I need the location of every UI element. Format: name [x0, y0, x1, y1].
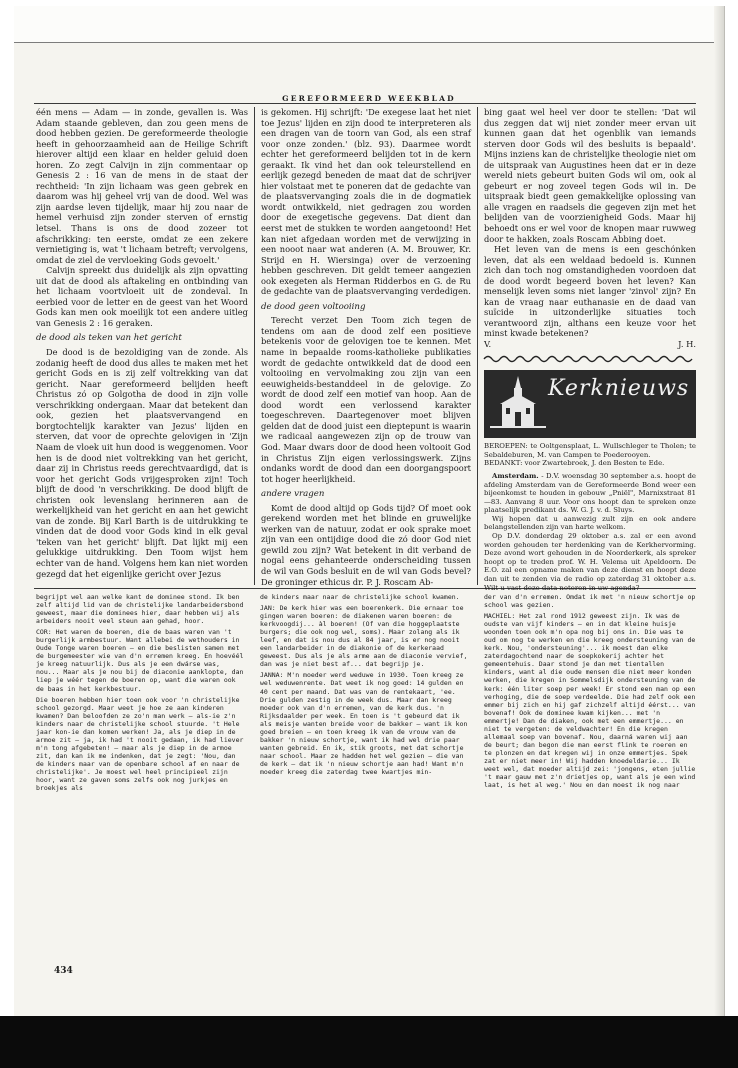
scan-border — [0, 1016, 738, 1068]
wavy-divider — [484, 354, 696, 363]
news-item: BEROEPEN: te Ooltgensplaat, L. Wullschleger te Tholen; te Sebaldeburen, M. van Campen te Poederooyen. — [484, 442, 696, 459]
section-heading: andere vragen — [261, 489, 325, 500]
church-building-icon — [488, 370, 548, 438]
church-news — [484, 442, 696, 592]
section-heading: de dood als teken van het gericht — [36, 333, 182, 344]
column-rule-2 — [477, 107, 478, 585]
paragraph: COR: Het waren de boeren, die de baas waren van 't burgerlijk armbestuur. Want allebei de wethouders in Oude Tonge waren boeren — en die beslisten samen met de burgemeester wie van d'n erremen kreeg. En hoevéél je kreeg natuurlijk. Dus als je een dwárse was, nou... Maar als je nou bij de diaconie aanklopte, dan liep je wéér tegen de boeren op, want die waren ook de baas in het kerkbestuur. — [36, 628, 244, 693]
page-spine — [714, 6, 724, 1016]
signature-left: V. — [484, 339, 492, 350]
page-number: 434 — [54, 966, 73, 976]
paragraph: is gekomen. Hij schrijft: 'De exegese laat het niet toe Jezus' lijden en zijn dood te interpreteren als een dragen van de toorn van God, als een straf voor onze zonden.' (blz. 93). Daarmee wordt echter het gereformeerd belijden tot in de kern geraakt. Ik vind het dan ook teleurstellend en eerlijk gezegd beneden de maat dat de schrijver hier volstaat met te poneren dat de gedachte van de plaatsvervanging zoals die in de dogmatiek wordt ontwikkeld, niet gedragen zou worden door de exegetische gegevens. Dat dient dan eerst met de stukken te worden aangetoond! Het kan niet afgedaan worden met de verwijzing in een nooot naar wat anderen (A. M. Brouwer, Kr. Strijd en H. Wiersinga) over de verzoening hebben geschreven. Dit geldt temeer aangezien ook exegeten als Herman Ridderbos en G. de Ru de gedachte van de plaatsvervanging verdedigen. — [261, 107, 471, 297]
interview-column-2 — [260, 593, 472, 953]
article-column-1 — [36, 107, 248, 585]
paragraph: begrijpt wel aan welke kant de dominee stond. Ik ben zelf altijd lid van de christelijke landarbeidersbond geweest, maar die dominees hier, daar hebben wij als arbeiders nooit veel steun aan gehad, hoor. — [36, 593, 244, 626]
article-column-2 — [261, 107, 471, 585]
paragraph: de kinders maar naar de christelijke school kwamen. — [260, 593, 460, 601]
interview-column-3 — [484, 593, 696, 963]
column-rule-1 — [254, 107, 255, 585]
kerknieuws-title: Kerknieuws — [548, 376, 690, 402]
paragraph: Het leven van de mens is een geschónken leven, dat als een weldaad bedoeld is. Kunnen zich dan toch nog omstandigheden voordoen dat de dood wordt begeerd boven het leven? Kan menselijk leven soms niet langer 'zinvol' zijn? En kan de vraag naar euthanasie en de daad van suïcide in uitzonderlijke situaties toch verantwoord zijn, althans een keuze voor het minst kwade betekenen? — [484, 244, 696, 339]
header-rule — [34, 103, 696, 104]
paragraph: Komt de dood altijd op Gods tijd? Of moet ook gerekend worden met het blinde en gruwelijke werken van de natuur, zodat er ook sprake moet zijn van een ontijdige dood die zó door God niet gewild zou zijn? Wat betekent in dit verband de nogal eens gehanteerde onderscheiding tussen de wil van Gods besluit en de wil van Gods bevel? De groninger ethicus dr. P. J. Roscam Ab- — [261, 502, 471, 587]
top-margin — [14, 6, 724, 43]
signature-line — [484, 339, 696, 350]
signature-right: J. H. — [678, 339, 696, 350]
article-column-3 — [484, 107, 696, 592]
news-item: Amsterdam. - D.V. woensdag 30 september a.s. hoopt de afdeling Amsterdam van de Gereformeerde Bond weer een bijeenkomst te houden in gebouw „Pniël", Marnixstraat 81—83. Aanvang 8 uur. Voor ons hoopt dan te spreken onze plaatselijk predikant ds. W. G. J. v. d. Sluys. — [484, 471, 696, 515]
paragraph: Die boeren hebben hier toen ook voor 'n christelijke school gezorgd. Maar weet je hoe ze aan kinderen kwamen? Dan beloofden ze zo'n man werk — als-ie z'n kinders naar de christelijke school stuurde. 't Hele jaar kon-ie dan komen werken! Ja, als je diep in de armoe zit — ja, ik had 't nooit gedaan, ik had liever m'n tong afgebeten! — maar als je diep in de armoe zit, dan kan ik me indenken, dat je zegt: 'Nou, dan de kinders maar van de openbare school af en naar de christelijke'. Je moest wel heel principieel zijn hoor, want ze gaven soms zelfs ook nog jurkjes en broekjes als — [36, 695, 244, 793]
running-head: GEREFORMEERD WEEKBLAD — [282, 94, 456, 103]
paragraph: JANNA: M'n moeder werd weduwe in 1930. Toen kreeg ze wel weduwenrente. Dat weet ik nog goed: 14 gulden en 40 cent per maand. Dat was van de rentekaart, 'ee. Drie gulden zestig in de week dus. Maar dan kreeg moeder ook van d'n erremen, van de kerk dus. 'n Rijksdaalder per week. En toen is 't gebeurd dat ik als meisje wanten breide voor de bakker — want ik kon goed breien — en toen kreeg ik van de vrouw van de bakker 'n nieuw schortje, want ik had wel drie paar wanten gebreid. En ik, stik groots, met dat schortje naar school. Maar ze hadden het wel gezien — die van de kerk — dat ik 'n nieuw schortje aan had! Want m'n moeder kreeg die zaterdag twee kwartjes min- — [260, 671, 468, 776]
section-heading: de dood geen voltooiing — [261, 301, 366, 312]
paragraph: één mens — Adam — in zonde, gevallen is. Was Adam staande gebleven, dan zou geen mens de dood hebben gezien. De gereformeerde theologie heeft in gehoorzaamheid aan de Heilige Schrift hierover altijd een klaar en helder geluid doen horen. Zo zegt Calvijn in zijn commentaar op Genesis 2 : 16 van de mens in de staat der rechtheid: 'In zijn lichaam was geen gebrek en daarom was hij geheel vrij van de dood. Wel was zijn aardse leven tijdelijk, maar hij zou naar de hemel verhuisd zijn zonder sterven of ernstig letsel. Thans is ons de dood zozeer tot afschrikking: ten eerste, omdat ze een zekere vernietiging is, wat 't lichaam betreft; vervolgens, omdat de ziel de vervloeking Gods gevoelt.' — [36, 107, 248, 265]
news-item: BEDANKT: voor Zwartebroek, J. den Besten te Ede. — [484, 459, 665, 468]
kerknieuws-banner — [484, 370, 696, 438]
paragraph: JAN: De kerk hier was een boerenkerk. Die ernaar toe gingen waren boeren: de diakenen waren boeren: de kerkvoogdij... àl boeren! (Of van die hoggeplaatste burgers; die ook nog wel, soms). Maar zolang als ik leef, en dat is nou dus al 84 jaar, is er nog nooit een landarbeider in de diakonie of de kerkeraad geweest. Dus als je als arme aan de diaconie vervief, dan was je niet best af... dat begrijp je. — [260, 604, 468, 669]
paragraph: Calvijn spreekt dus duidelijk als zijn opvatting uit dat de dood als aftakeling en ontbinding van het lichaam voortvloeit uit de zondeval. In eerbied voor de letter en de geest van het Woord Gods kan men ook moeilijk tot een andere uitleg van Genesis 2 : 16 geraken. — [36, 265, 248, 328]
news-item: Wij hopen dat u aanwezig zult zijn en ook andere belangstellenden zijn van harte welkom. — [484, 514, 696, 532]
news-place: Amsterdam. — [492, 471, 539, 480]
paragraph: der van d'n erremen. Omdat ik met 'n nieuw schortje op school was gezien. — [484, 593, 696, 610]
paragraph: bing gaat wel heel ver door te stellen: 'Dat wil dus zeggen dat wij niet zonder meer ervan uit kunnen gaan dat het ogenblik van iemands sterven door Gods wil des besluits is bepaald'. Mijns inziens kan de christelijke theologie niet om de uitspraak van Augustines heen dat er in deze wereld niets gebeurt buiten Gods wil om, ook al gebeurt er nog zoveel tegen Gods wil in. De uitspraak biedt geen gemakkelijke oplossing van alle vragen en raadsels die gegeven zijn met het belijden van de voorzienigheid Gods. Maar hij behoedt ons er wel voor de knopen maar ruwweg door te hakken, zoals Roscam Abbing doet. — [484, 107, 696, 244]
paragraph: Terecht verzet Den Toom zich tegen de tendens om aan de dood zelf een positieve betekenis voor de gelovigen toe te kennen. Met name in bepaalde rooms-katholieke publikaties wordt de gedachte ontwikkeld dat de dood een voltooiing en vervolmaking zou zijn van een eeuwigheids-bestanddeel in de gelovige. Zo wordt de dood zelf een motief van hoop. Aan de dood wordt een verlossend karakter toegeschreven. Daartegenover moet blijven gelden dat de dood juist een dieptepunt is waarin we radicaal aangewezen zijn op de trouw van God. Maar dwars door de dood heen voltooit God in Christus Zijn eigen verlossingswerk. Zijns ondanks wordt de dood dan een doorgangspoort tot hoger heerlijkheid. — [261, 315, 471, 484]
paragraph: MACHIEL: Het zal rond 1912 geweest zijn. Ik was de oudste van vijf kinders — en in dat kleine huisje woonden toen ook m'n opa nog bij ons in. Die was te oud om nog te werken en die kreeg ondersteuning van de kerk. Nou, 'ondersteuning'... ik moest dan elke zaterdagochtend naar de soepkokerij achter het gemeentehuis. Daar stond je dan met tientallen kinders, want al die oude mensen die niet meer konden werken, die kregen in Sommelsdijk ondersteuning van de kerk: één liter soep per week! Er stond een man op een verhoging, die de soep verdeelde. Die had zelf ook een emmer bij zich en hij gaf zichzelf altijd éérst... van bovenaf! Ook de dominee kwam kijken... met 'n emmertje! Dan de diaken, ook met een emmertje... en niet te vergeten: de veldwachter! En die kregen allemaal soep van bovenaf. Nou, daarná waren wij aan de beurt; dan begon die man eerst flink te roeren en te plonzen en dat kregen wij in onze emmertjes. Spek zat er niet meer in! Wij hadden knoedeldarie... Ik weet wel, dat moeder altijd zei: 'jongens, eten jullie 't maar gauw met z'n drietjes op, want als je een wind laat, is het al weg.' Nou en dan moest ik nog naar — [484, 612, 696, 790]
paragraph: De dood is de bezoldiging van de zonde. Als zodanig heeft de dood dus alles te maken met het gericht Gods en is zij zelf voltrekking van dat gericht. Naar gereformeerd belijden heeft Christus zó op Golgotha de dood in zijn volle verschrikking ondergaan. Maar dat betekent dan ook, gezien het plaatsvervangend en borgtochtelijk karakter van Jezus' lijden en sterven, dat voor de oprechte gelovigen in 'Zijn Naam de vloek uit hun dood is weggenomen. Voor hen is de dood niet voltrekking van het gericht, daar zij in Christus reeds gerechtvaardigd, dat is voor het gericht Gods vrijgesproken zijn! Toch blijft de dood 'n verschrikking. De dood blijft de christen ook levenslang herinneren aan de werkelijkheid van het gericht en aan het gewicht van de zonde. Bij Karl Barth is de uitdrukking te vinden dat de dood voor Gods kind in elk geval 'teken van het gericht' blijft. Dat lijkt mij een gelukkige uitdrukking. Den Toom wijst hem echter van de hand. Volgens hem kan niet worden gezegd dat het eigenlijke gericht over Jezus — [36, 347, 248, 579]
news-item: Op D.V. donderdag 29 oktober a.s. zal er een avond worden gehouden ter herdenking van de Kerkhervorming. Deze avond wort gehouden in de Noorderkerk, als spreker hoopt op te treden prof. W. H. Velema uit Apeldoorn. De E.O. zal een opname maken van deze dienst en hoopt deze dan uit te zenden via de radio op zaterdag 31 oktober a.s. Wilt u vast deze data noteren in uw agenda? — [484, 532, 696, 592]
magazine-page — [14, 6, 725, 1016]
interview-column-1 — [36, 593, 246, 953]
